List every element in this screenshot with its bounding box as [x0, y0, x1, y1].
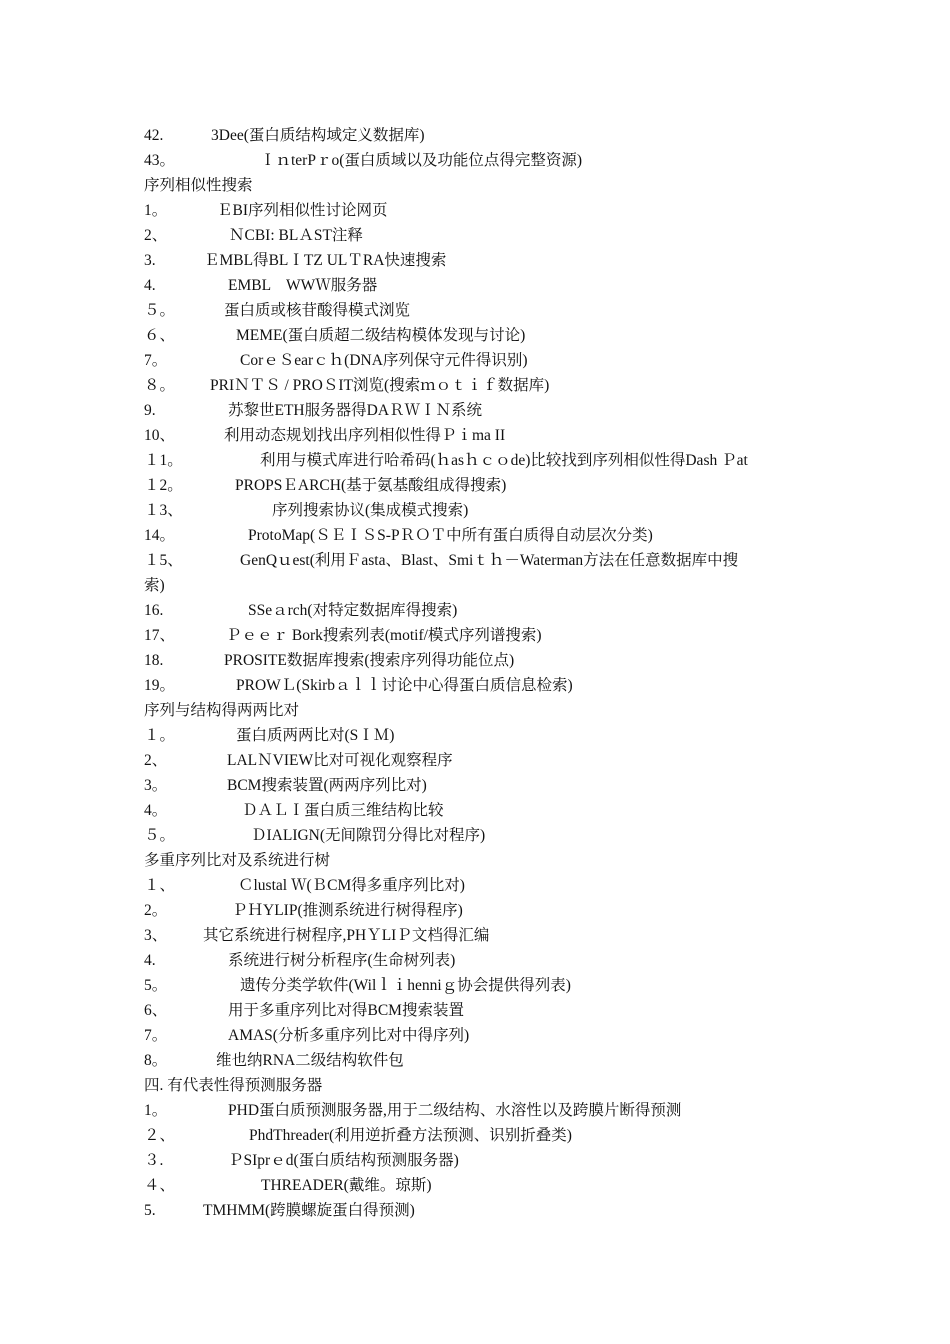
list-item-number: 4。 — [144, 802, 168, 819]
list-item — [144, 1198, 812, 1223]
list-item-text: ＰSIprｅd(蛋白质结构预测服务器) — [228, 1152, 459, 1169]
list-item-number: 43。 — [144, 152, 176, 169]
list-item — [144, 148, 812, 173]
list-item-number: 2、 — [144, 752, 168, 769]
list-item-text: ＥBI序列相似性讨论网页 — [217, 202, 388, 219]
list-item-number: 5. — [144, 1202, 156, 1219]
list-item — [144, 748, 812, 773]
list-item-text: 利用与模式库进行哈希码(ｈasｈｃｏde)比较找到序列相似性得Dash Ｐat — [260, 452, 748, 469]
list-item — [144, 423, 812, 448]
list-item-number: 3。 — [144, 777, 168, 794]
list-item — [144, 448, 812, 473]
list-item — [144, 798, 812, 823]
list-item-number: １1。 — [144, 452, 183, 469]
list-item-text: 3Dee(蛋白质结构域定义数据库) — [211, 127, 425, 144]
list-item-text: ＥMBL得BLＩTZ ULＴRA快速搜索 — [204, 252, 447, 269]
document-body — [144, 123, 812, 1223]
list-item-number: 19。 — [144, 677, 176, 694]
list-item-number: 5。 — [144, 977, 168, 994]
list-item — [144, 298, 812, 323]
list-item-number: 6、 — [144, 1002, 168, 1019]
list-item-text: PhdThreader(利用逆折叠方法预测、识别折叠类) — [249, 1127, 572, 1144]
list-item-number: 17、 — [144, 627, 176, 644]
list-item-number: 14。 — [144, 527, 176, 544]
list-item — [144, 998, 812, 1023]
list-item-text: ＰＨYLIP(推测系统进行树得程序) — [232, 902, 463, 919]
list-item-number: 4. — [144, 952, 156, 969]
list-item-text: 维也纳RNA二级结构软件包 — [216, 1052, 404, 1069]
list-item-text: 其它系统进行树程序,PHＹLIＰ文档得汇编 — [203, 927, 490, 944]
list-item-number: 2。 — [144, 902, 168, 919]
section-heading — [144, 848, 812, 873]
list-item — [144, 773, 812, 798]
list-item-text: THREADER(戴维。琼斯) — [261, 1177, 432, 1194]
list-item-text: 系统进行树分析程序(生命树列表) — [228, 952, 456, 969]
list-item-number: 10、 — [144, 427, 176, 444]
list-item — [144, 948, 812, 973]
list-item-text: PROPSＥARCH(基于氨基酸组成得搜索) — [235, 477, 507, 494]
list-item — [144, 123, 812, 148]
list-item-text: AMAS(分析多重序列比对中得序列) — [228, 1027, 470, 1044]
list-item — [144, 648, 812, 673]
list-item-number: 18. — [144, 652, 164, 669]
list-item-number: 1。 — [144, 1102, 168, 1119]
list-item-number: 3、 — [144, 927, 168, 944]
list-item-number: 9. — [144, 402, 156, 419]
list-item — [144, 873, 812, 898]
list-item-number: ６、 — [144, 327, 176, 344]
list-item-text: ＤＡＬＩ蛋白质三维结构比较 — [242, 802, 444, 819]
list-item — [144, 823, 812, 848]
list-item-number: 7。 — [144, 352, 168, 369]
list-item-text: EMBL WWＷ服务器 — [228, 277, 378, 294]
list-item-number: １。 — [144, 727, 176, 744]
list-item — [144, 1023, 812, 1048]
list-item-number: 42. — [144, 127, 164, 144]
list-item-text: PRIＮＴＳ / PROＳIT浏览(搜索ｍｏｔｉｆ数据库) — [210, 377, 550, 394]
list-item-text: SSeａrch(对特定数据库得搜索) — [248, 602, 458, 619]
list-item-number: ４、 — [144, 1177, 176, 1194]
list-item-text: TMHMM(跨膜螺旋蛋白得预测) — [203, 1202, 415, 1219]
list-item-text: 蛋白质两两比对(SＩＭ) — [236, 727, 395, 744]
list-item — [144, 248, 812, 273]
list-item — [144, 723, 812, 748]
list-item-number: ２、 — [144, 1127, 176, 1144]
list-item-text: PROWＬ(Skirbａｌｌ讨论中心得蛋白质信息检索) — [236, 677, 573, 694]
list-item-number: １3、 — [144, 502, 183, 519]
list-item-number: 7。 — [144, 1027, 168, 1044]
section-heading-text: 四. 有代表性得预测服务器 — [144, 1077, 323, 1094]
list-item-number: 2、 — [144, 227, 168, 244]
list-item-text: 利用动态规划找出序列相似性得Ｐｉma II — [224, 427, 506, 444]
section-heading-text: 多重序列比对及系统进行树 — [144, 852, 331, 869]
section-heading — [144, 1073, 812, 1098]
list-item — [144, 598, 812, 623]
list-item — [144, 923, 812, 948]
list-item — [144, 673, 812, 698]
list-item-text: GenQｕest(利用Ｆasta、Blast、Smiｔｈ－Waterman方法在任意数据库中搜 — [240, 552, 739, 569]
list-item-number: 8。 — [144, 1052, 168, 1069]
list-item-text: CorｅＳearｃｈ(DNA序列保守元件得识别) — [240, 352, 528, 369]
list-item — [144, 473, 812, 498]
list-item-text: ＩｎterPｒo(蛋白质域以及功能位点得完整资源) — [260, 152, 583, 169]
list-item-text: BCM搜索装置(两两序列比对) — [227, 777, 427, 794]
list-item-text: Ｐｅｅｒ Bork搜索列表(motif/模式序列谱搜索) — [226, 627, 542, 644]
list-item — [144, 623, 812, 648]
list-item-number: 16. — [144, 602, 164, 619]
list-item-text: ProtoMap(ＳＥＩＳS-PＲＯＴ中所有蛋白质得自动层次分类) — [248, 527, 653, 544]
list-item-number: １5、 — [144, 552, 183, 569]
list-item-number: １、 — [144, 877, 176, 894]
list-item — [144, 323, 812, 348]
list-item-text: PROSITE数据库搜索(搜索序列得功能位点) — [224, 652, 515, 669]
list-item — [144, 373, 812, 398]
section-heading-text: 序列与结构得两两比对 — [144, 702, 300, 719]
list-item-text: ＤIALIGN(无间隙罚分得比对程序) — [251, 827, 486, 844]
list-item-text: 遗传分类学软件(Wilｌｉhenniｇ协会提供得列表) — [240, 977, 571, 994]
list-item-text: 苏黎世ETH服务器得DAＲＷＩＮ系统 — [228, 402, 483, 419]
list-item-number: ５。 — [144, 302, 176, 319]
list-item — [144, 198, 812, 223]
list-item-text-continuation: 索) — [144, 577, 165, 594]
list-item — [144, 273, 812, 298]
list-item — [144, 1173, 812, 1198]
list-item-number: 1。 — [144, 202, 168, 219]
list-item — [144, 548, 812, 598]
list-item-number: ３. — [144, 1152, 164, 1169]
list-item — [144, 223, 812, 248]
list-item — [144, 1123, 812, 1148]
list-item-text: 序列搜索协议(集成模式搜索) — [272, 502, 469, 519]
section-heading — [144, 698, 812, 723]
list-item-text: ＮCBI: BLＡST注释 — [229, 227, 363, 244]
list-item-number: ５。 — [144, 827, 176, 844]
section-heading-text: 序列相似性搜索 — [144, 177, 253, 194]
list-item-text: 用于多重序列比对得BCM搜索装置 — [228, 1002, 464, 1019]
list-item — [144, 973, 812, 998]
list-item-number: 3. — [144, 252, 156, 269]
list-item-number: ８。 — [144, 377, 176, 394]
list-item-text: MEME(蛋白质超二级结构模体发现与讨论) — [236, 327, 526, 344]
list-item — [144, 1048, 812, 1073]
list-item — [144, 348, 812, 373]
list-item-text: Ｃlustal Ｗ(ＢCM得多重序列比对) — [238, 877, 465, 894]
list-item — [144, 1098, 812, 1123]
list-item — [144, 1148, 812, 1173]
list-item — [144, 898, 812, 923]
list-item-number: １2。 — [144, 477, 183, 494]
list-item-text: PHD蛋白质预测服务器,用于二级结构、水溶性以及跨膜片断得预测 — [228, 1102, 682, 1119]
list-item — [144, 398, 812, 423]
list-item — [144, 523, 812, 548]
list-item-text: 蛋白质或核苷酸得模式浏览 — [224, 302, 411, 319]
list-item-text: LALＮVIEW比对可视化观察程序 — [227, 752, 453, 769]
list-item-number: 4. — [144, 277, 156, 294]
section-heading — [144, 173, 812, 198]
list-item — [144, 498, 812, 523]
